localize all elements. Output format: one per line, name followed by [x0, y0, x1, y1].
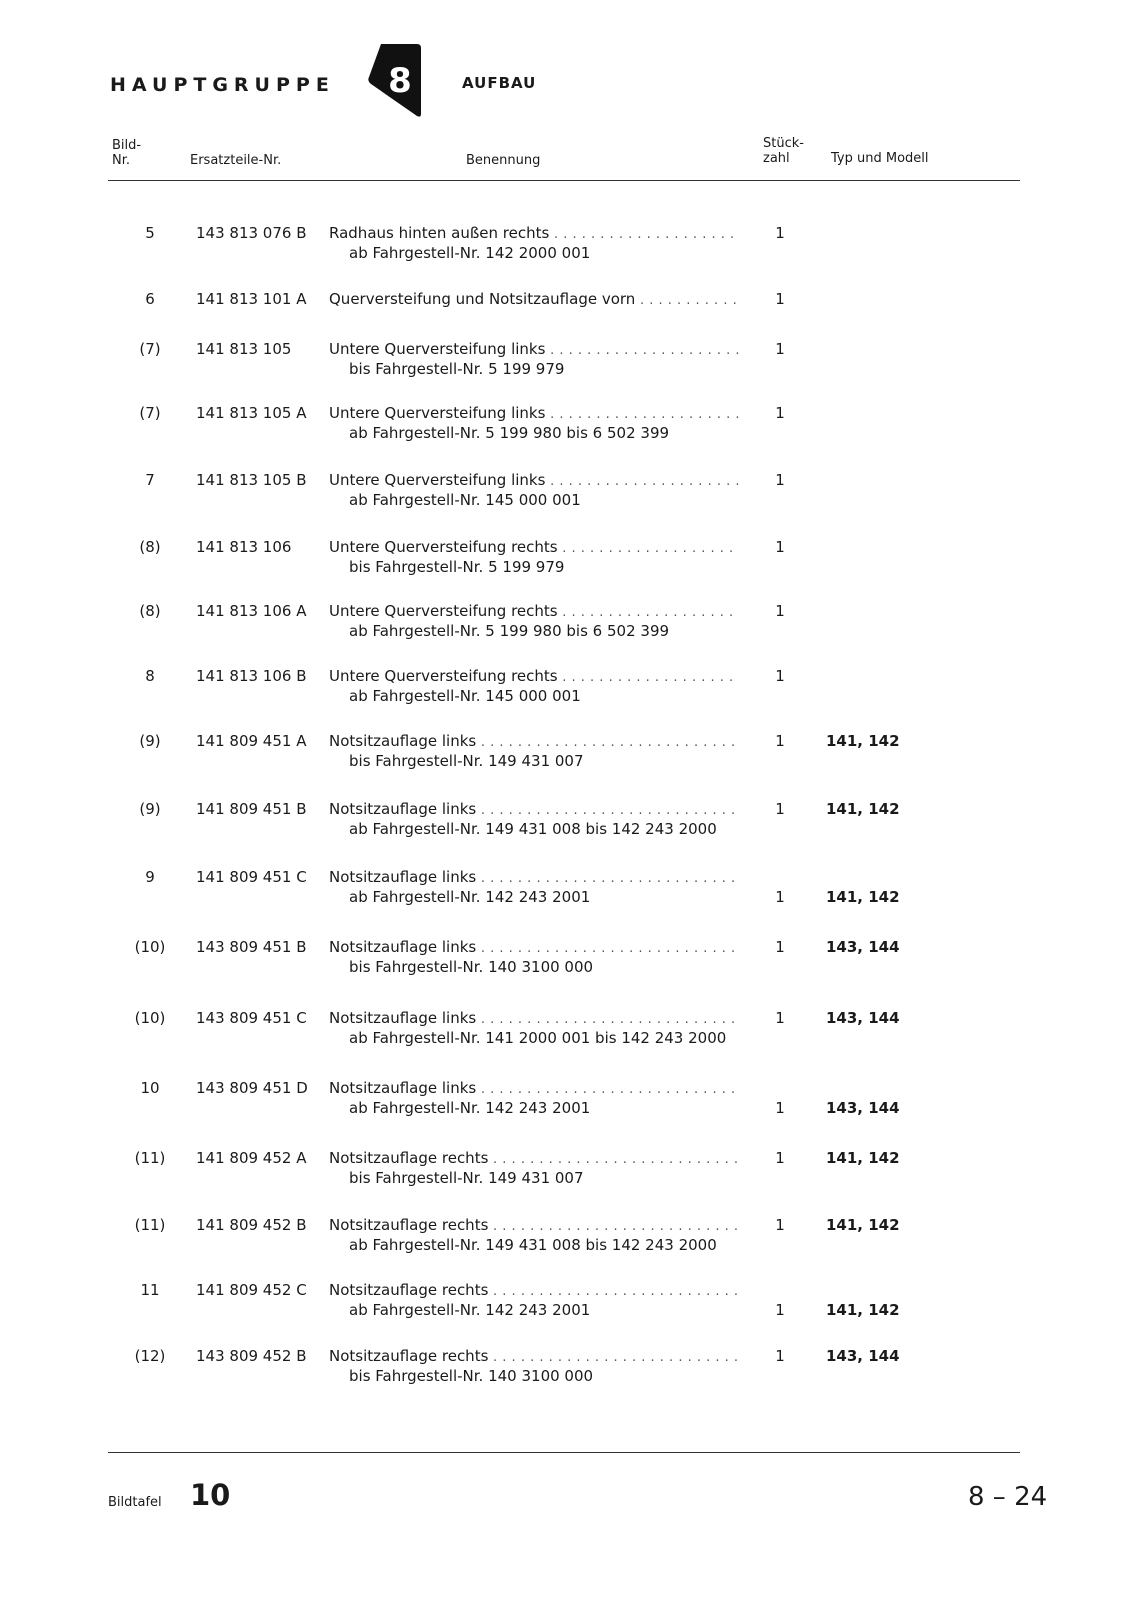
- part-name: [329, 1347, 739, 1365]
- col-header-qty-line1: Stück-: [763, 136, 804, 151]
- chassis-range: bis Fahrgestell-Nr. 149 431 007: [349, 1169, 584, 1187]
- part-name-text: Untere Querversteifung links . . .: [329, 340, 739, 358]
- part-name: [329, 602, 739, 620]
- type-model: 143, 144: [826, 938, 900, 956]
- col-header-qty-line2: zahl: [763, 151, 790, 166]
- footer-rule: [108, 1452, 1020, 1453]
- part-name: [329, 224, 739, 242]
- col-header-name: Benennung: [466, 153, 541, 168]
- part-number: 141 809 452 A: [196, 1149, 307, 1167]
- part-name-text: Radhaus hinten außen rechts . . .: [329, 224, 739, 242]
- part-name: [329, 667, 739, 685]
- parts-row: [0, 938, 1134, 982]
- chassis-range: bis Fahrgestell-Nr. 5 199 979: [349, 360, 565, 378]
- quantity: 1: [775, 290, 785, 308]
- part-name-text: Notsitzauflage links . . .: [329, 868, 739, 886]
- type-model: 143, 144: [826, 1009, 900, 1027]
- chassis-range: ab Fahrgestell-Nr. 142 243 2001: [349, 1301, 591, 1319]
- chassis-range: ab Fahrgestell-Nr. 5 199 980 bis 6 502 399: [349, 424, 670, 442]
- quantity: 1: [775, 938, 785, 956]
- parts-row: [0, 667, 1134, 711]
- chassis-range: ab Fahrgestell-Nr. 141 2000 001 bis 142 243 2000: [349, 1029, 727, 1047]
- bild-nr: (11): [134, 1149, 166, 1167]
- header-rule: [108, 180, 1020, 181]
- parts-row: [0, 732, 1134, 776]
- part-name-text: Notsitzauflage links . . .: [329, 1079, 739, 1097]
- part-name-text: Notsitzauflage links . . .: [329, 938, 739, 956]
- part-name-text: Untere Querversteifung links . . .: [329, 404, 739, 422]
- chassis-range: ab Fahrgestell-Nr. 145 000 001: [349, 687, 581, 705]
- bild-nr: (12): [134, 1347, 166, 1365]
- part-number: 141 813 101 A: [196, 290, 307, 308]
- quantity: 1: [775, 224, 785, 242]
- part-name-text: Untere Querversteifung links . . .: [329, 471, 739, 489]
- part-name-text: Querversteifung und Notsitzauflage vorn . . .: [329, 290, 739, 308]
- type-model: 141, 142: [826, 1301, 900, 1319]
- plate-number: 10: [190, 1478, 231, 1512]
- bild-nr: (10): [134, 938, 166, 956]
- part-name: [329, 868, 739, 886]
- part-name: [329, 1149, 739, 1167]
- part-number: 141 813 105 A: [196, 404, 307, 422]
- part-name-text: Notsitzauflage links . . .: [329, 1009, 739, 1027]
- quantity: 1: [775, 732, 785, 750]
- bild-nr: (9): [139, 732, 161, 750]
- part-number: 143 809 451 D: [196, 1079, 308, 1097]
- chassis-range: ab Fahrgestell-Nr. 5 199 980 bis 6 502 399: [349, 622, 670, 640]
- quantity: 1: [775, 602, 785, 620]
- chassis-range: ab Fahrgestell-Nr. 142 2000 001: [349, 244, 591, 262]
- plate-label: Bildtafel: [108, 1495, 162, 1510]
- part-number: 143 809 451 C: [196, 1009, 307, 1027]
- group-number-badge: [367, 40, 423, 118]
- parts-row: [0, 800, 1134, 844]
- quantity: 1: [775, 1149, 785, 1167]
- quantity: 1: [775, 471, 785, 489]
- part-number: 141 809 451 C: [196, 868, 307, 886]
- part-number: 141 813 105 B: [196, 471, 307, 489]
- bild-nr: (9): [139, 800, 161, 818]
- part-name: [329, 938, 739, 956]
- chassis-range: ab Fahrgestell-Nr. 149 431 008 bis 142 243 2000: [349, 820, 717, 838]
- parts-row: [0, 1281, 1134, 1325]
- part-number: 143 809 451 B: [196, 938, 307, 956]
- bild-nr: (8): [139, 602, 161, 620]
- quantity: 1: [775, 1099, 785, 1117]
- quantity: 1: [775, 1009, 785, 1027]
- col-header-bild-nr-line2: Nr.: [112, 153, 131, 168]
- part-number: 141 809 451 A: [196, 732, 307, 750]
- part-name: [329, 404, 739, 422]
- parts-row: [0, 340, 1134, 384]
- parts-row: [0, 1216, 1134, 1260]
- quantity: 1: [775, 1216, 785, 1234]
- quantity: 1: [775, 1347, 785, 1365]
- col-header-bild-nr: [112, 138, 141, 168]
- bild-nr: 11: [140, 1281, 160, 1299]
- bild-nr: (11): [134, 1216, 166, 1234]
- part-name-text: Notsitzauflage links . . .: [329, 800, 739, 818]
- chassis-range: bis Fahrgestell-Nr. 149 431 007: [349, 752, 584, 770]
- part-number: 141 813 106 B: [196, 667, 307, 685]
- parts-row: [0, 404, 1134, 448]
- part-number: 141 813 106: [196, 538, 292, 556]
- part-name-text: Untere Querversteifung rechts . . .: [329, 667, 739, 685]
- part-name: [329, 800, 739, 818]
- quantity: 1: [775, 404, 785, 422]
- part-name: [329, 1009, 739, 1027]
- quantity: 1: [775, 340, 785, 358]
- chassis-range: ab Fahrgestell-Nr. 142 243 2001: [349, 888, 591, 906]
- parts-row: [0, 1079, 1134, 1123]
- part-number: 141 813 106 A: [196, 602, 307, 620]
- part-name: [329, 538, 739, 556]
- quantity: 1: [775, 667, 785, 685]
- part-name: [329, 732, 739, 750]
- part-name-text: Notsitzauflage rechts . . .: [329, 1347, 739, 1365]
- part-name-text: Notsitzauflage rechts . . .: [329, 1149, 739, 1167]
- bild-nr: 6: [145, 290, 155, 308]
- type-model: 141, 142: [826, 888, 900, 906]
- part-name: [329, 1079, 739, 1097]
- bild-nr: 8: [145, 667, 155, 685]
- bild-nr: (10): [134, 1009, 166, 1027]
- part-name-text: Notsitzauflage links . . .: [329, 732, 739, 750]
- part-name-text: Notsitzauflage rechts . . .: [329, 1281, 739, 1299]
- parts-row: [0, 1347, 1134, 1391]
- chassis-range: ab Fahrgestell-Nr. 145 000 001: [349, 491, 581, 509]
- part-name-text: Notsitzauflage rechts . . .: [329, 1216, 739, 1234]
- part-name: [329, 290, 739, 308]
- part-name: [329, 471, 739, 489]
- chassis-range: ab Fahrgestell-Nr. 142 243 2001: [349, 1099, 591, 1117]
- bild-nr: 10: [140, 1079, 160, 1097]
- col-header-bild-nr-line1: Bild-: [112, 138, 142, 153]
- parts-row: [0, 224, 1134, 268]
- parts-row: [0, 1009, 1134, 1053]
- parts-row: [0, 290, 1134, 334]
- type-model: 143, 144: [826, 1099, 900, 1117]
- type-model: 141, 142: [826, 1216, 900, 1234]
- chassis-range: ab Fahrgestell-Nr. 149 431 008 bis 142 243 2000: [349, 1236, 717, 1254]
- chassis-range: bis Fahrgestell-Nr. 140 3100 000: [349, 1367, 594, 1385]
- parts-row: [0, 602, 1134, 646]
- part-number: 143 813 076 B: [196, 224, 307, 242]
- page-number: 8 – 24: [968, 1482, 1048, 1512]
- quantity: 1: [775, 1301, 785, 1319]
- bild-nr: 9: [145, 868, 155, 886]
- quantity: 1: [775, 888, 785, 906]
- parts-row: [0, 868, 1134, 912]
- part-name: [329, 1216, 739, 1234]
- type-model: 141, 142: [826, 732, 900, 750]
- chassis-range: bis Fahrgestell-Nr. 5 199 979: [349, 558, 565, 576]
- col-header-part-no: Ersatzteile-Nr.: [190, 153, 282, 168]
- part-name-text: Untere Querversteifung rechts . . .: [329, 538, 739, 556]
- bild-nr: 5: [145, 224, 155, 242]
- section-title: AUFBAU: [462, 74, 537, 92]
- type-model: 141, 142: [826, 1149, 900, 1167]
- part-name: [329, 1281, 739, 1299]
- part-name-text: Untere Querversteifung rechts . . .: [329, 602, 739, 620]
- part-number: 141 813 105: [196, 340, 292, 358]
- col-header-type-model: Typ und Modell: [831, 151, 929, 166]
- col-header-qty: [763, 136, 804, 166]
- parts-row: [0, 471, 1134, 515]
- bild-nr: (7): [139, 404, 161, 422]
- bild-nr: 7: [145, 471, 155, 489]
- type-model: 143, 144: [826, 1347, 900, 1365]
- chassis-range: bis Fahrgestell-Nr. 140 3100 000: [349, 958, 594, 976]
- type-model: 141, 142: [826, 800, 900, 818]
- quantity: 1: [775, 800, 785, 818]
- part-name: [329, 340, 739, 358]
- part-number: 141 809 452 B: [196, 1216, 307, 1234]
- part-number: 141 809 452 C: [196, 1281, 307, 1299]
- parts-row: [0, 1149, 1134, 1193]
- parts-row: [0, 538, 1134, 582]
- quantity: 1: [775, 538, 785, 556]
- group-label: HAUPTGRUPPE: [110, 74, 335, 96]
- bild-nr: (8): [139, 538, 161, 556]
- part-number: 143 809 452 B: [196, 1347, 307, 1365]
- group-number: 8: [388, 61, 412, 101]
- part-number: 141 809 451 B: [196, 800, 307, 818]
- bild-nr: (7): [139, 340, 161, 358]
